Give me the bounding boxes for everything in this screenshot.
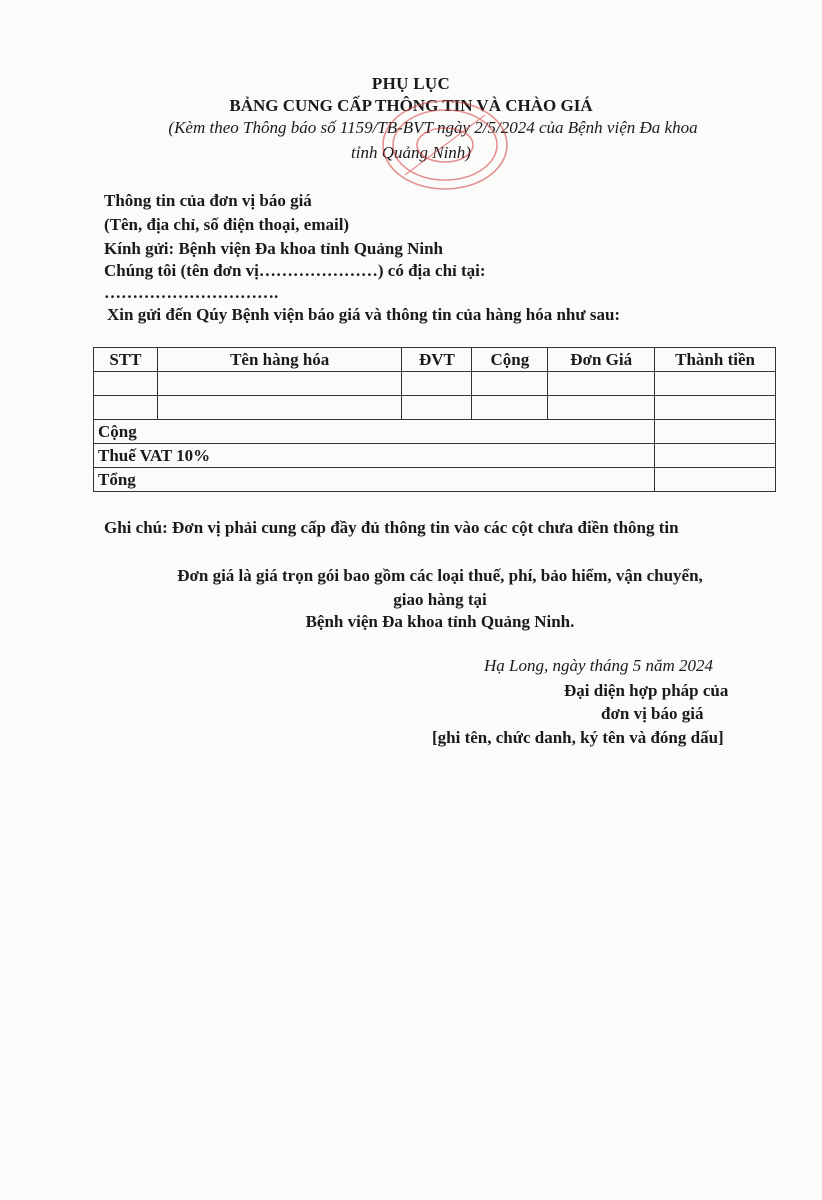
company-address-line: Chúng tôi (tên đơn vị…………………) có địa chỉ tại: xyxy=(104,261,486,280)
table-cell xyxy=(472,372,548,396)
table-cell xyxy=(548,372,655,396)
table-cell xyxy=(472,396,548,420)
table-cell xyxy=(655,372,776,396)
column-header-unit-price: Đơn Giá xyxy=(548,348,655,372)
vat-label: Thuế VAT 10% xyxy=(94,444,655,468)
table-cell xyxy=(655,396,776,420)
subtotal-label: Cộng xyxy=(94,420,655,444)
price-note-line3: Bệnh viện Đa khoa tỉnh Quảng Ninh. xyxy=(305,612,575,631)
total-row xyxy=(94,468,776,492)
subtotal-row xyxy=(94,420,776,444)
info-heading: Thông tin của đơn vị báo giá xyxy=(104,191,312,210)
signature-title-line2: đơn vị báo giá xyxy=(601,704,704,723)
quote-intro-line: Xin gửi đến Qúy Bệnh viện báo giá và thông tin của hàng hóa như sau: xyxy=(107,305,621,324)
table-header-row xyxy=(94,348,776,372)
column-header-stt: STT xyxy=(94,348,158,372)
subtotal-value xyxy=(655,420,776,444)
price-note-line: Đơn giá là giá trọn gói bao gồm các loại thuế, phí, bảo hiểm, vận chuyển, xyxy=(177,566,703,585)
table-cell xyxy=(157,372,402,396)
note-line: Ghi chú: Đơn vị phải cung cấp đầy đủ thông tin vào các cột chưa điền thông tin xyxy=(104,518,679,537)
column-header-unit: ĐVT xyxy=(402,348,472,372)
table-row xyxy=(94,396,776,420)
total-label: Tổng xyxy=(94,468,655,492)
table-cell xyxy=(402,372,472,396)
table-cell xyxy=(548,396,655,420)
table-cell xyxy=(402,396,472,420)
table-cell xyxy=(157,396,402,420)
appendix-title: PHỤ LỤC xyxy=(371,74,451,93)
signature-title-line1: Đại diện hợp pháp của xyxy=(564,681,729,700)
total-value xyxy=(655,468,776,492)
table-cell xyxy=(94,396,158,420)
column-header-amount: Thành tiền xyxy=(655,348,776,372)
document-subtitle-line1: (Kèm theo Thông báo số 1159/TB-BVT ngày 2/5/2024 của Bệnh viện Đa khoa xyxy=(168,118,698,137)
table-cell xyxy=(94,372,158,396)
signature-instruction: [ghi tên, chức danh, ký tên và đóng dấu] xyxy=(432,728,724,747)
info-fields-hint: (Tên, địa chỉ, số điện thoại, email) xyxy=(104,215,350,234)
place-date: Hạ Long, ngày tháng 5 năm 2024 xyxy=(484,656,714,675)
column-header-item-name: Tên hàng hóa xyxy=(157,348,402,372)
price-note-line2: giao hàng tại xyxy=(393,590,487,609)
quotation-table xyxy=(93,347,776,492)
recipient-line: Kính gửi: Bệnh viện Đa khoa tỉnh Quảng Ninh xyxy=(104,239,443,258)
vat-value xyxy=(655,444,776,468)
vat-row xyxy=(94,444,776,468)
document-title: BẢNG CUNG CẤP THÔNG TIN VÀ CHÀO GIÁ xyxy=(229,96,593,115)
table-row xyxy=(94,372,776,396)
address-blank-line: …………………………. xyxy=(104,283,279,302)
column-header-quantity: Cộng xyxy=(472,348,548,372)
document-subtitle-line2: tỉnh Quảng Ninh) xyxy=(351,143,471,162)
